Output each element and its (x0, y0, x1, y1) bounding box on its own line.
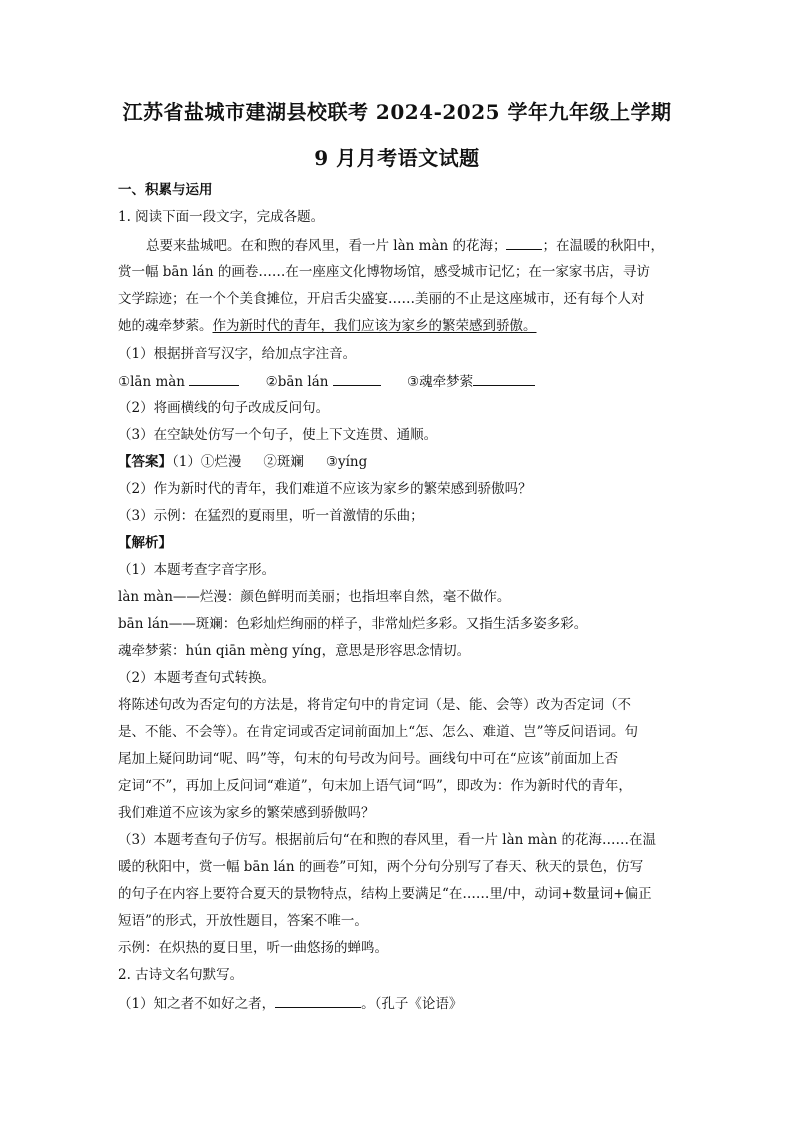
answer-line-1 (118, 453, 688, 471)
analysis-line: 示例：在炽热的夏日里，听一曲悠扬的蝉鸣。 (118, 940, 388, 956)
underlined-sentence: 作为新时代的青年，我们应该为家乡的繁荣感到骄傲。 (212, 318, 537, 334)
answer-blank (275, 994, 361, 1008)
analysis-line: 尾加上疑问助词“呢、吗”等，句末的句号改为问号。画线句中可在“应该”前面加上否 (118, 751, 619, 767)
analysis-line: 魂牵梦萦：hún qiān mèng yíng，意思是形容思念情切。 (118, 643, 471, 659)
answer-line-2: （2）作为新时代的青年，我们难道不应该为家乡的繁荣感到骄傲吗？ (118, 481, 532, 497)
answer-tag: 【答案】 (118, 454, 172, 470)
q1-sub1: （1）根据拼音写汉字，给加点字注音。 (118, 346, 357, 362)
passage-line-2: 赏一幅 bān lán 的画卷……在一座座文化博物场馆，感受城市记忆；在一家家书店，寻访 (118, 264, 650, 280)
analysis-line: 短语”的形式，开放性题目，答案不唯一。 (118, 913, 368, 929)
section-heading: 一、积累与运用 (118, 182, 213, 198)
analysis-line: 将陈述句改为否定句的方法是，将肯定句中的肯定词（是、能、会等）改为否定词（不 (118, 697, 631, 713)
answer-item: ③yíng (325, 454, 368, 470)
passage-text: ；在温暖的秋阳中， (542, 238, 664, 254)
q1-prompt: 1. 阅读下面一段文字，完成各题。 (118, 209, 325, 225)
analysis-line: 暖的秋阳中，赏一幅 bān lán 的画卷”可知，两个分句分别写了春天、秋天的景色，仿写 (118, 859, 644, 875)
analysis-line: 的句子在内容上要符合夏天的景物特点，结构上要满足“在……里/中，动词+数量词+偏正 (118, 886, 652, 902)
answer-item: （1）①烂漫 (172, 454, 242, 470)
answer-item: ②斑斓 (263, 454, 304, 470)
title-line-1: 江苏省盐城市建湖县校联考 2024-2025 学年九年级上学期 (122, 100, 672, 124)
option-3: ③魂牵梦萦 (407, 374, 474, 390)
analysis-line: （2）本题考查句式转换。 (118, 670, 276, 686)
q2-prompt: 2. 古诗文名句默写。 (118, 967, 244, 983)
q1-sub2: （2）将画横线的句子改成反问句。 (118, 400, 330, 416)
passage-line-4 (118, 317, 688, 335)
analysis-line: bān lán——斑斓：色彩灿烂绚丽的样子，非常灿烂多彩。又指生活多姿多彩。 (118, 616, 588, 632)
analysis-line: 是、不能、不会等）。在肯定词或否定词前面加上“怎、怎么、难道、岂”等反问语词。句 (118, 724, 639, 740)
q2-item-text: （1）知之者不如好之者， (118, 996, 276, 1012)
q2-item-1 (118, 994, 688, 1013)
answer-blank (473, 372, 535, 386)
option-1: ①lān màn (118, 374, 185, 390)
passage-line-3: 文学踪迹；在一个个美食摊位，开启舌尖盛宴……美丽的不止是这座城市，还有每个人对 (118, 291, 645, 307)
passage-text: 她的魂牵梦萦。 (118, 318, 213, 334)
option-2: ②bān lán (265, 374, 329, 390)
q2-item-source: 。（孔子《论语》 (361, 996, 463, 1012)
analysis-line: （1）本题考查字音字形。 (118, 562, 276, 578)
answer-blank (506, 236, 542, 250)
analysis-line: （3）本题考查句子仿写。根据前后句“在和煦的春风里，看一片 làn màn 的花海……在温 (118, 832, 656, 848)
passage-line-1 (118, 236, 716, 255)
answer-blank (333, 372, 381, 386)
analysis-line: làn màn——烂漫：颜色鲜明而美丽；也指坦率自然，毫不做作。 (118, 589, 511, 605)
answer-line-3: （3）示例：在猛烈的夏雨里，听一首激情的乐曲； (118, 508, 424, 524)
answer-blank (189, 372, 239, 386)
q1-sub3: （3）在空缺处仿写一个句子，使上下文连贯、通顺。 (118, 427, 438, 443)
analysis-line: 我们难道不应该为家乡的繁荣感到骄傲吗？ (118, 805, 375, 821)
analysis-tag: 【解析】 (118, 535, 172, 551)
analysis-line: 定词“不”，再加上反问词“难道”，句末加上语气词“吗”，即改为：作为新时代的青年， (118, 778, 632, 794)
title-line-2: 9 月月考语文试题 (314, 146, 480, 170)
q1-options (118, 372, 688, 391)
passage-text: 总要来盐城吧。在和煦的春风里，看一片 làn màn 的花海； (146, 238, 507, 254)
